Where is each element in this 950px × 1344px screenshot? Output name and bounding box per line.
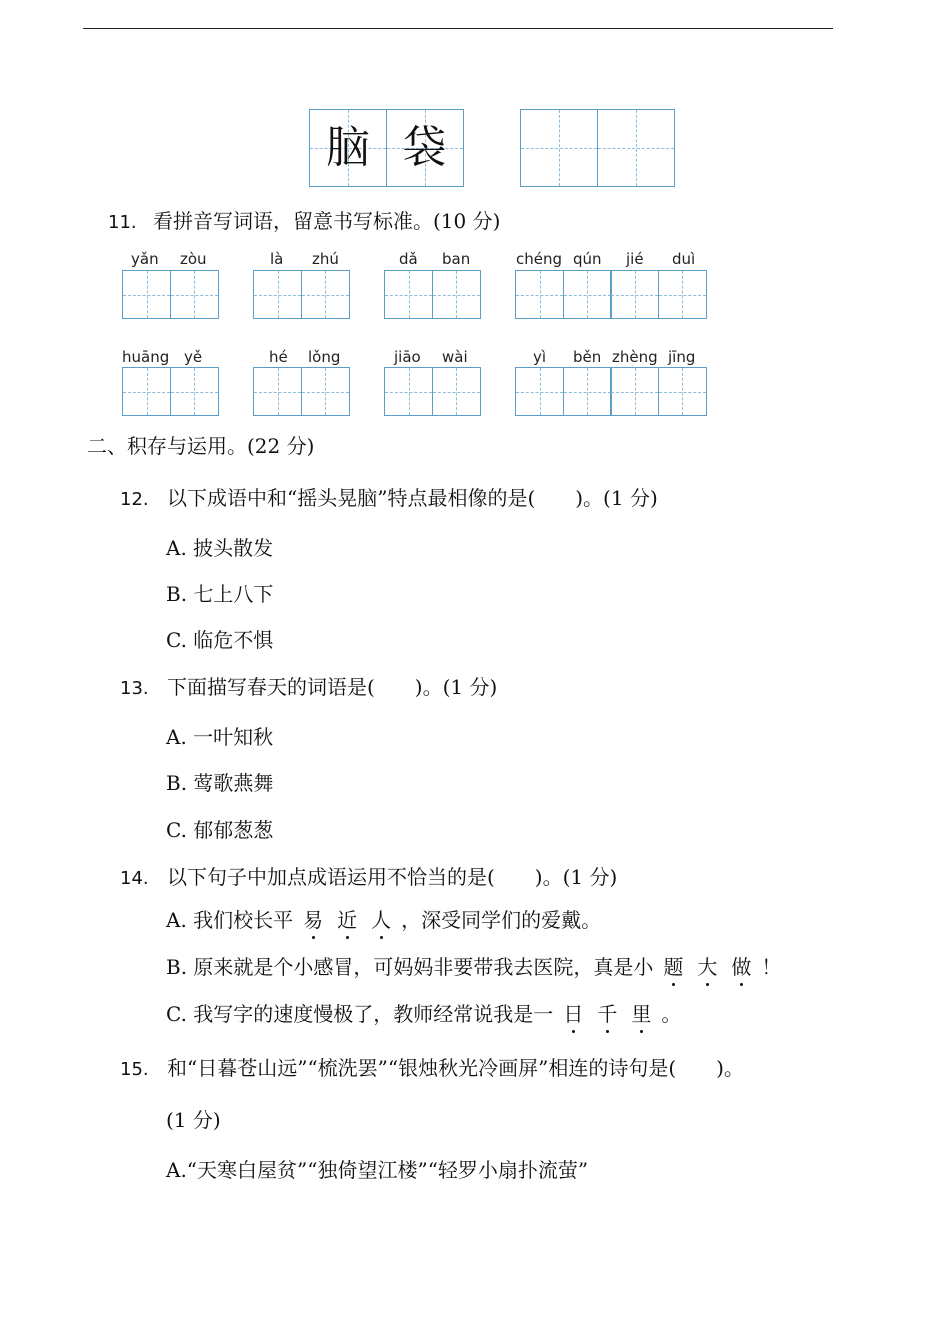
question-13 xyxy=(120,677,497,698)
option[interactable]: B. 莺歌燕舞 xyxy=(166,771,274,795)
question-score: (1 分) xyxy=(166,1108,221,1132)
question-prompt: 下面描写春天的词语是( )。(1 分) xyxy=(167,675,498,699)
example-cell xyxy=(386,109,464,187)
dotted-char: 大 xyxy=(697,955,718,979)
option[interactable] xyxy=(166,1004,681,1024)
option-text: ！ xyxy=(761,955,782,979)
writing-cell[interactable] xyxy=(432,367,481,416)
pinyin-label: běn xyxy=(573,348,602,366)
writing-cell[interactable] xyxy=(610,270,659,319)
writing-cell[interactable] xyxy=(432,270,481,319)
question-number: 15. xyxy=(120,1059,149,1080)
question-number: 14. xyxy=(120,868,149,889)
writing-cell[interactable] xyxy=(384,270,433,319)
writing-grid[interactable] xyxy=(253,367,350,416)
writing-cell[interactable] xyxy=(563,367,612,416)
writing-cell[interactable] xyxy=(658,367,707,416)
option-text: ，深受同学们的爱戴。 xyxy=(401,908,602,932)
pinyin-label: yě xyxy=(184,348,203,366)
writing-grid[interactable] xyxy=(253,270,350,319)
writing-grid[interactable] xyxy=(384,270,481,319)
option[interactable] xyxy=(166,957,781,977)
question-number: 12. xyxy=(120,489,149,510)
question-11 xyxy=(108,211,500,232)
writing-cell[interactable] xyxy=(610,367,659,416)
option-text: C. 我写字的速度慢极了，教师经常说我是一 xyxy=(166,1002,554,1026)
option[interactable]: C. 郁郁葱葱 xyxy=(166,818,274,842)
pinyin-label: jié xyxy=(626,250,644,268)
dotted-char: 人 xyxy=(371,908,392,932)
writing-cell[interactable] xyxy=(515,367,564,416)
pinyin-label: yì xyxy=(533,348,547,366)
writing-cell[interactable] xyxy=(563,270,612,319)
writing-grid[interactable] xyxy=(515,367,707,416)
pinyin-label: chéng xyxy=(516,250,563,268)
pinyin-label: duì xyxy=(672,250,696,268)
pinyin-label: qún xyxy=(573,250,602,268)
question-prompt: 看拼音写词语，留意书写标准。(10 分) xyxy=(153,209,501,233)
option[interactable]: A. 披头散发 xyxy=(166,536,274,560)
dotted-char: 日 xyxy=(563,1002,584,1026)
option-text: A. 我们校长平 xyxy=(166,908,294,932)
option[interactable]: A.“天寒白屋贫”“独倚望江楼”“轻罗小扇扑流萤” xyxy=(166,1158,589,1182)
question-prompt: 以下成语中和“摇头晃脑”特点最相像的是( )。(1 分) xyxy=(167,486,658,510)
pinyin-label: wài xyxy=(442,348,468,366)
question-prompt: 和“日暮苍山远”“梳洗罢”“银烛秋光冷画屏”相连的诗句是( )。 xyxy=(167,1056,744,1080)
writing-grid[interactable] xyxy=(122,367,219,416)
writing-grid[interactable] xyxy=(384,367,481,416)
pinyin-label: zhèng xyxy=(612,348,658,366)
pinyin-label: hé xyxy=(269,348,288,366)
question-12 xyxy=(120,488,658,509)
writing-cell[interactable] xyxy=(658,270,707,319)
pinyin-label: dǎ xyxy=(399,250,418,268)
dotted-char: 题 xyxy=(663,955,684,979)
writing-cell[interactable] xyxy=(515,270,564,319)
question-14 xyxy=(120,867,617,888)
pinyin-label: yǎn xyxy=(131,250,159,268)
pinyin-label: huāng xyxy=(122,348,170,366)
question-number: 13. xyxy=(120,678,149,699)
example-char: 袋 xyxy=(402,122,447,173)
header-rule xyxy=(83,28,833,29)
dotted-char: 近 xyxy=(337,908,358,932)
writing-cell[interactable] xyxy=(301,270,350,319)
writing-cell[interactable] xyxy=(597,109,675,187)
option-text: B. 原来就是个小感冒，可妈妈非要带我去医院，真是小 xyxy=(166,955,654,979)
pinyin-label: zhú xyxy=(312,250,339,268)
example-char: 脑 xyxy=(326,122,370,173)
writing-cell[interactable] xyxy=(170,270,219,319)
example-grid-filled xyxy=(309,109,464,187)
pinyin-label: ban xyxy=(442,250,471,268)
writing-cell[interactable] xyxy=(253,367,302,416)
option[interactable]: B. 七上八下 xyxy=(166,582,274,606)
section-title: 二、积存与运用。(22 分) xyxy=(87,434,315,458)
pinyin-label: zòu xyxy=(180,250,207,268)
pinyin-label: jīng xyxy=(668,348,696,366)
writing-cell[interactable] xyxy=(122,270,171,319)
writing-cell[interactable] xyxy=(301,367,350,416)
example-grid-empty[interactable] xyxy=(520,109,675,187)
pinyin-label: lǒng xyxy=(308,348,341,366)
dotted-char: 里 xyxy=(631,1002,652,1026)
option[interactable]: C. 临危不惧 xyxy=(166,628,274,652)
dotted-char: 易 xyxy=(303,908,324,932)
option[interactable]: A. 一叶知秋 xyxy=(166,725,274,749)
writing-cell[interactable] xyxy=(122,367,171,416)
option[interactable] xyxy=(166,910,601,930)
question-prompt: 以下句子中加点成语运用不恰当的是( )。(1 分) xyxy=(167,865,618,889)
pinyin-label: jiāo xyxy=(394,348,421,366)
writing-cell[interactable] xyxy=(253,270,302,319)
dotted-char: 做 xyxy=(731,955,752,979)
example-cell xyxy=(309,109,387,187)
question-15 xyxy=(120,1058,744,1079)
writing-cell[interactable] xyxy=(520,109,598,187)
writing-cell[interactable] xyxy=(170,367,219,416)
option-text: 。 xyxy=(661,1002,682,1026)
writing-grid[interactable] xyxy=(515,270,707,319)
dotted-char: 千 xyxy=(597,1002,618,1026)
writing-grid[interactable] xyxy=(122,270,219,319)
pinyin-label: là xyxy=(270,250,284,268)
writing-cell[interactable] xyxy=(384,367,433,416)
question-number: 11. xyxy=(108,212,137,233)
